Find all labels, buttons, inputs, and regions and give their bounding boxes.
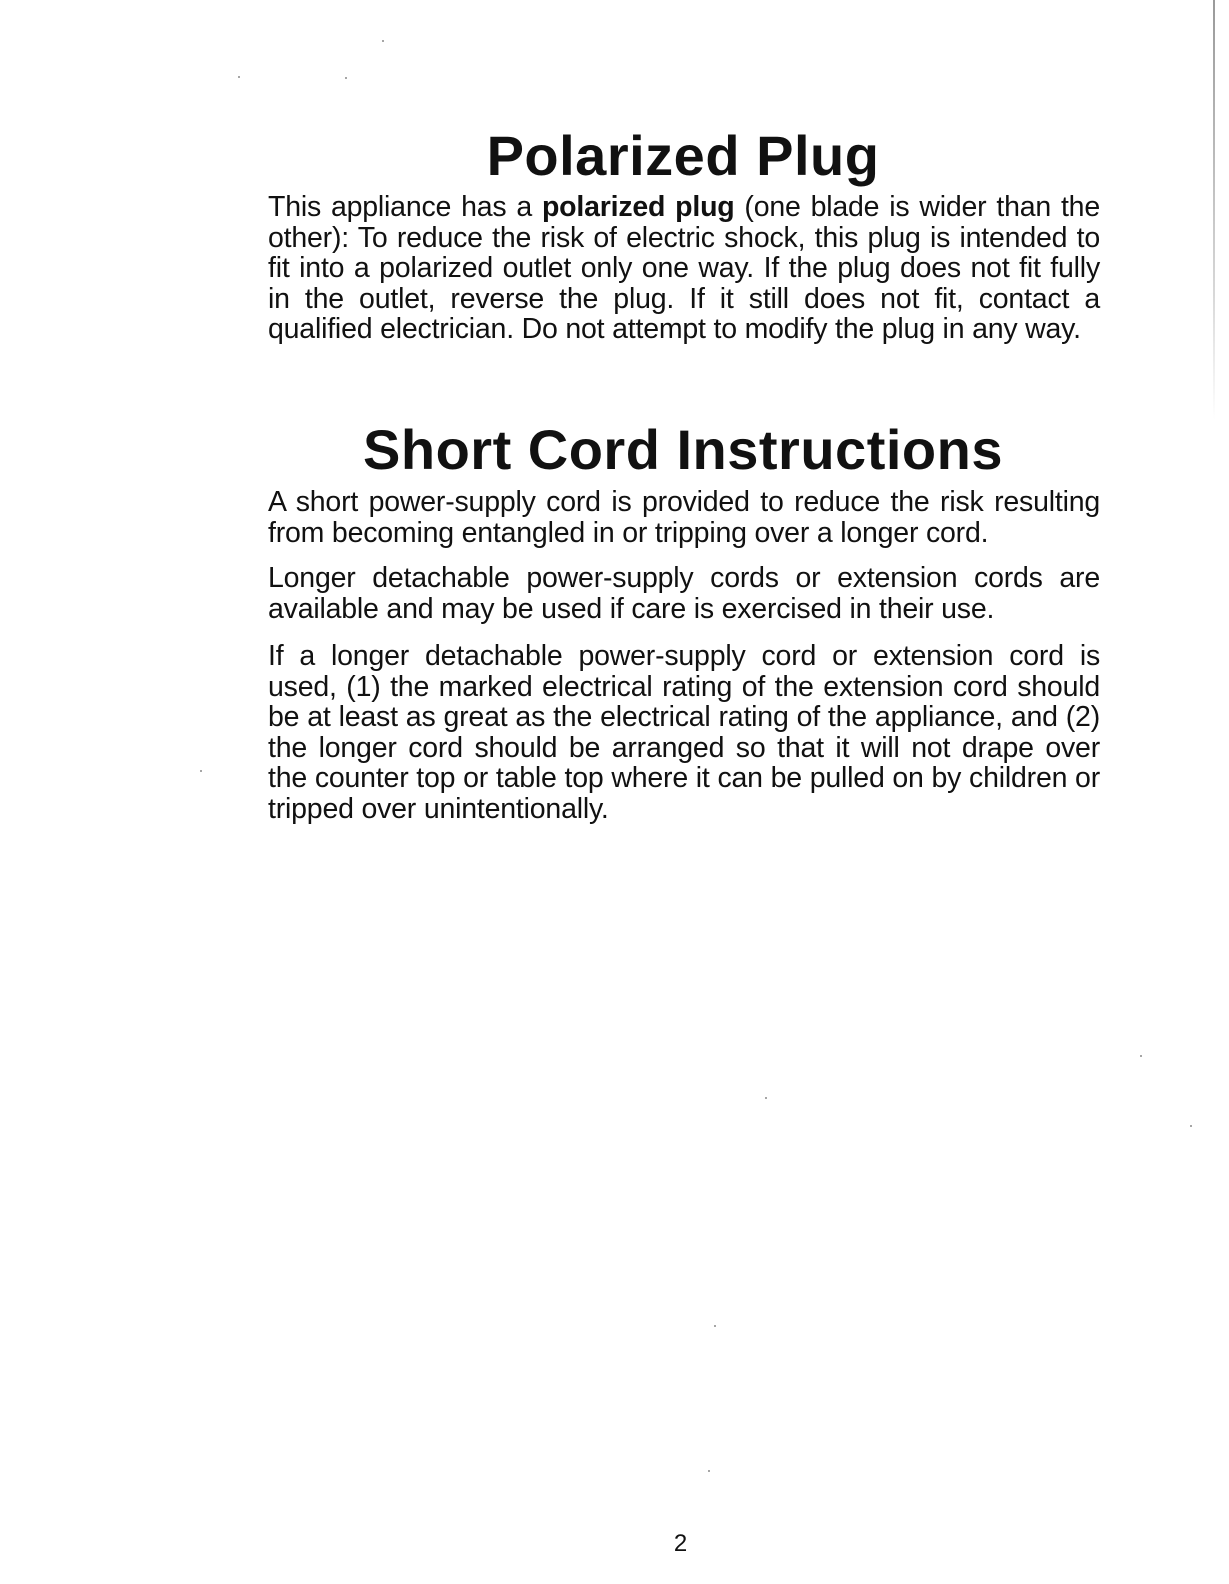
scan-speck [382,40,384,42]
scan-speck [200,770,202,772]
short-cord-paragraph-3: If a longer detachable power-supply cord or extension cord is used, (1) the marked electrical rating of the extension cord should be at least as great as the electrical rating of the appliance, and (2) the longer cord should be arranged so that it will not drape over the counter top or table top where it can be pulled on by children or tripped over unintentionally. [268,640,1100,825]
polarized-plug-paragraph [268,192,1100,345]
short-cord-paragraph-2: Longer detachable power-supply cords or extension cords are available and may be used if care is exercised in their use. [268,562,1100,625]
scan-speck [708,1470,710,1472]
polarized-plug-text-start: This appliance has a [268,191,542,223]
polarized-plug-text-end: (one blade is wider than the other): To reduce the risk of electric shock, this plug is intended to fit into a polarized outlet only one way. If the plug does not fit fully in the outlet, reverse the plug. If it still does not fit, contact a qualified electrician. Do not attempt to modify the plug in any way. [268,191,1100,345]
page-number: 2 [673,1530,688,1557]
scan-edge-shadow [1213,0,1215,420]
polarized-plug-bold-term: polarized plug [541,191,735,223]
scan-speck [345,77,347,79]
section-title-polarized-plug: Polarized Plug [486,124,880,187]
scan-speck [1190,1125,1192,1127]
scan-speck [238,76,240,78]
scan-speck [765,1097,767,1099]
section-title-short-cord-instructions: Short Cord Instructions [363,418,1003,481]
short-cord-paragraph-1: A short power-supply cord is provided to reduce the risk resulting from becoming entangled in or tripping over a longer cord. [268,486,1100,549]
scan-speck [714,1325,716,1327]
scan-speck [1140,1055,1142,1057]
